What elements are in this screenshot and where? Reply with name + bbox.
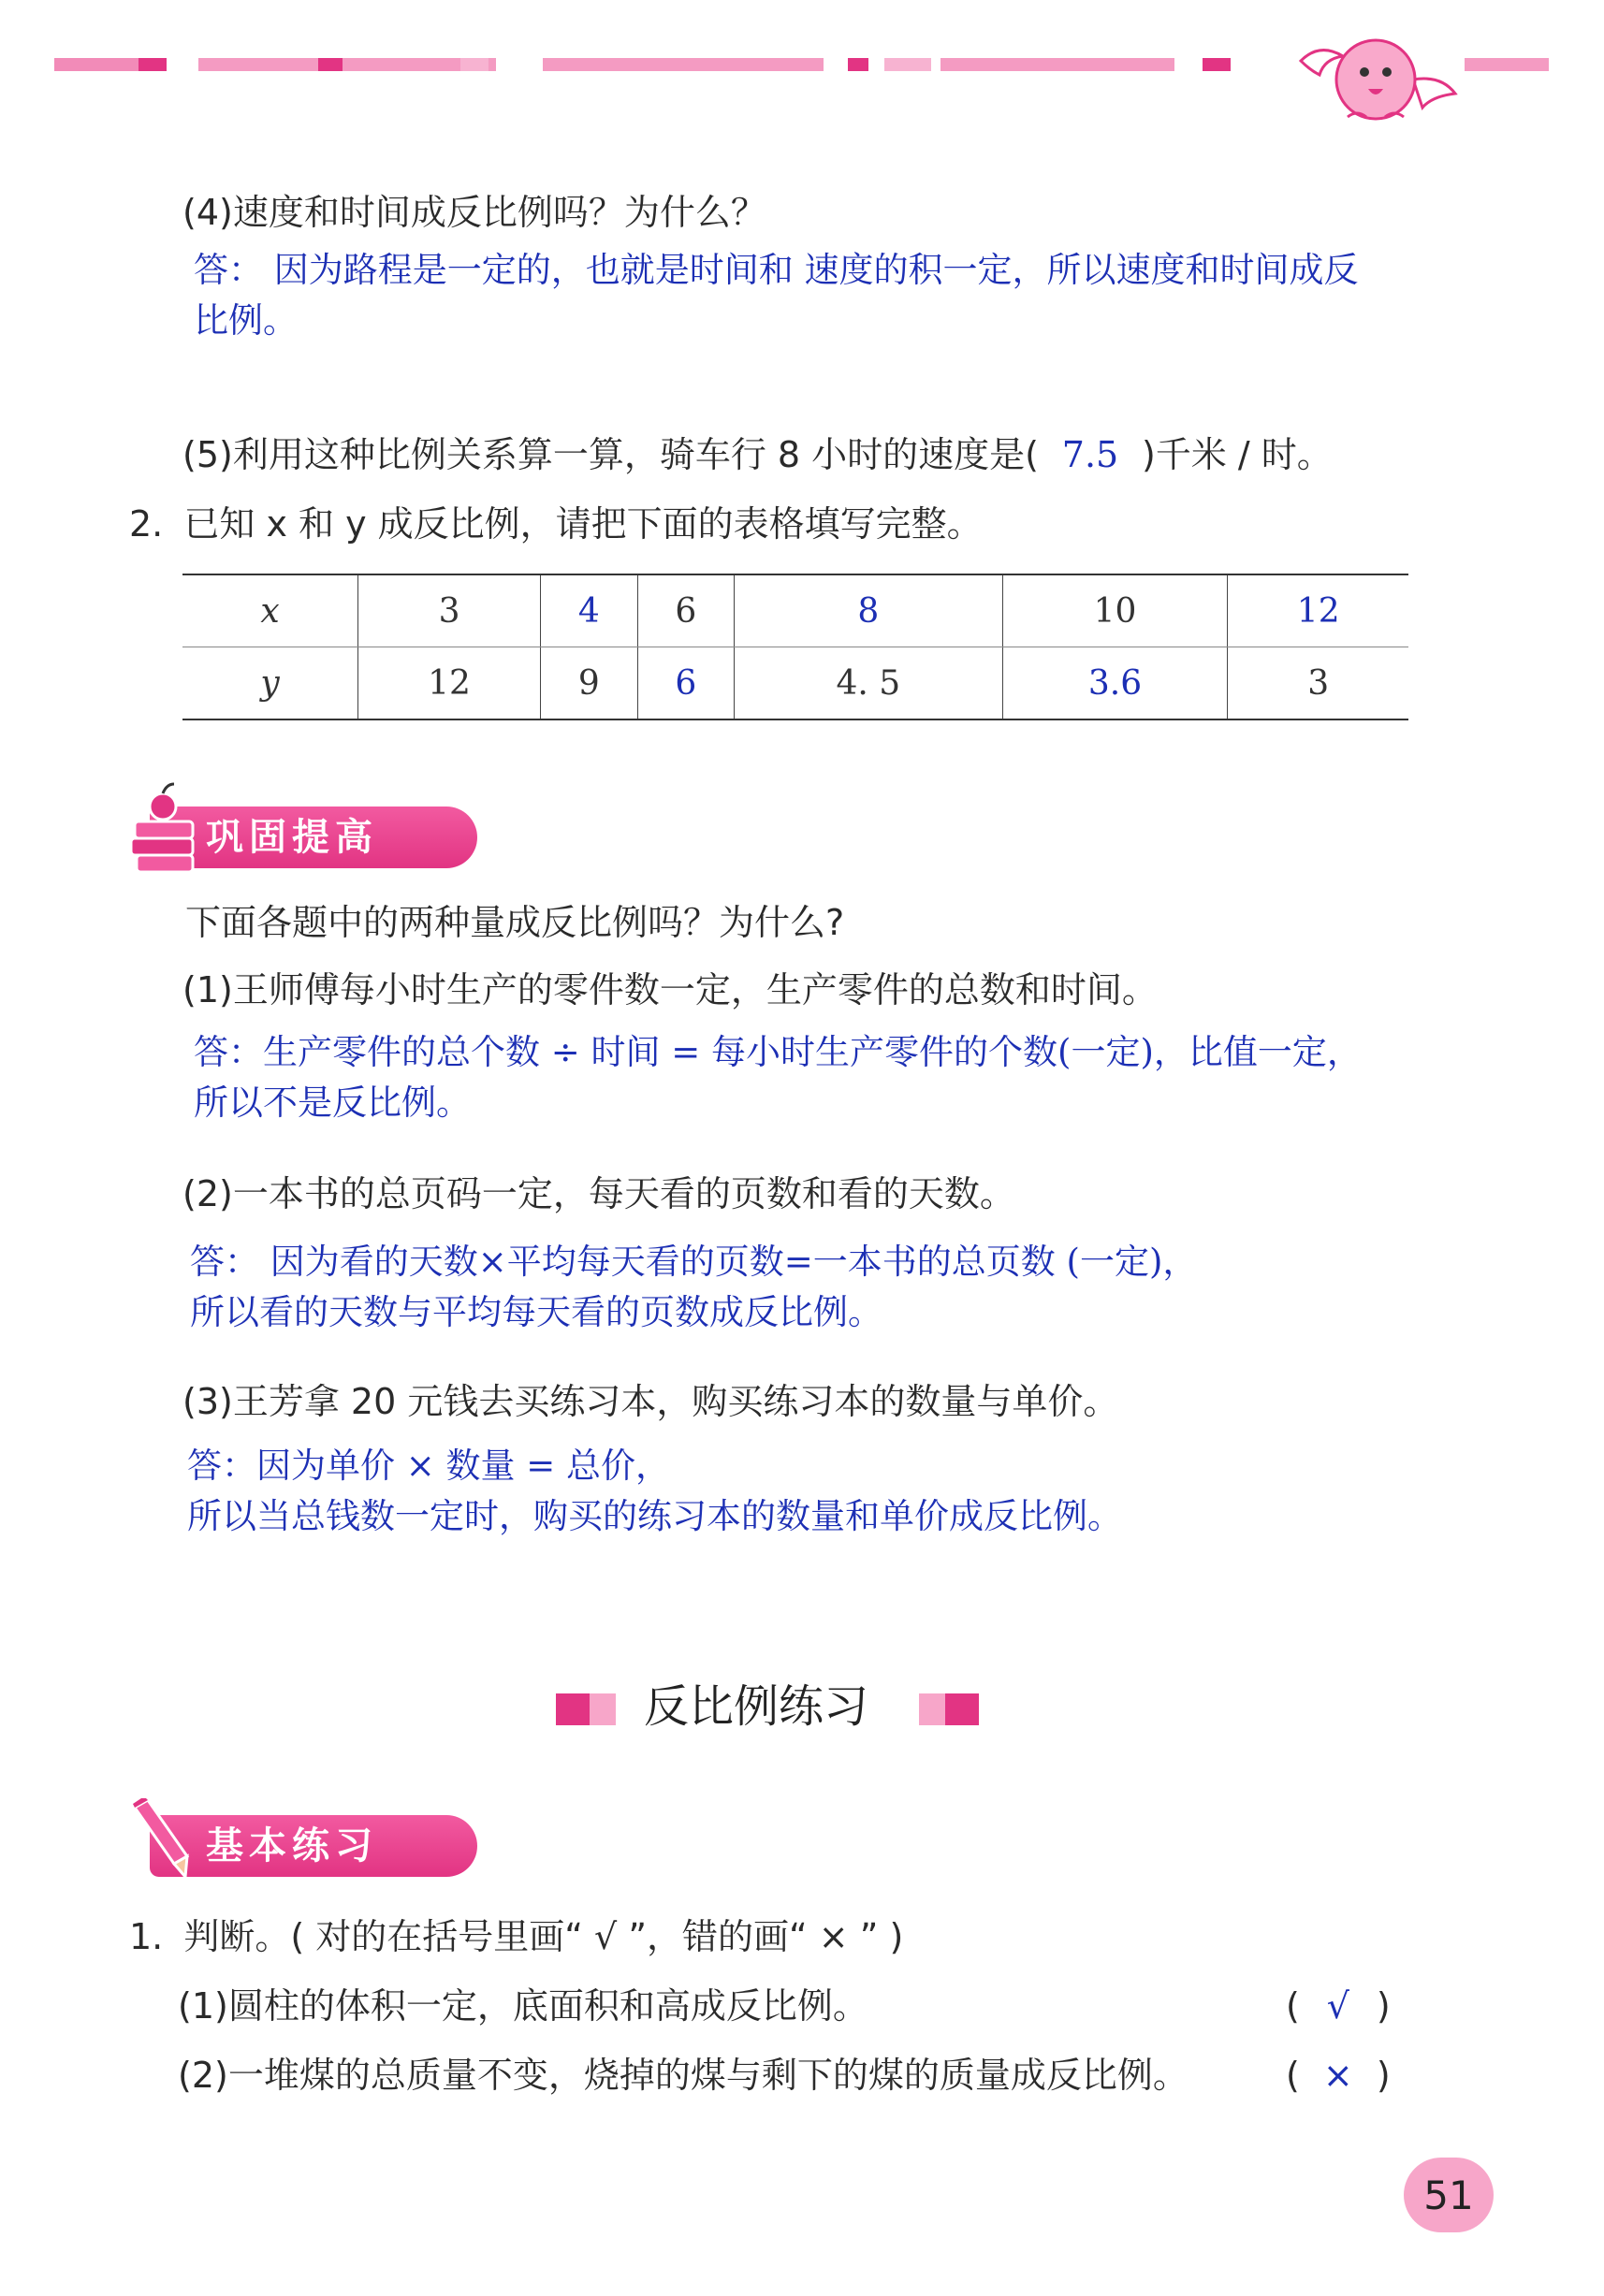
bird-mascot-icon bbox=[1291, 23, 1460, 136]
section-badge-label: 巩固提高 bbox=[206, 816, 378, 859]
table-cell: 3 bbox=[358, 574, 541, 647]
header-stripe bbox=[460, 58, 488, 71]
consolidate-question-2: (2)一本书的总页码一定，每天看的页数和看的天数。 bbox=[182, 1173, 1015, 1214]
table-row-x bbox=[182, 574, 1408, 647]
basic-question-1-text: 判断。( 对的在括号里画“ √ ”，错的画“ × ” ) bbox=[183, 1916, 904, 1957]
judge-item-2: (2)一堆煤的总质量不变，烧掉的煤与剩下的煤的质量成反比例。 bbox=[178, 2055, 1188, 2096]
lesson-title: 反比例练习 bbox=[644, 1680, 869, 1733]
table-cell-answer: 6 bbox=[637, 647, 735, 720]
header-stripe bbox=[318, 58, 343, 71]
answer-4-line2: 比例。 bbox=[194, 300, 298, 341]
consolidate-answer-3-line1: 答：因为单价 × 数量 = 总价， bbox=[187, 1446, 671, 1486]
header-stripe bbox=[941, 58, 1174, 71]
judge-mark-1: √ bbox=[1326, 1985, 1349, 2027]
pencil-icon bbox=[125, 1798, 200, 1892]
table-row-y bbox=[182, 647, 1408, 720]
answer-4-line1: 答： 因为路程是一定的，也就是时间和 速度的积一定，所以速度和时间成反 bbox=[194, 250, 1359, 290]
table-row-label: x bbox=[182, 574, 358, 647]
header-stripe bbox=[1465, 58, 1549, 71]
consolidate-answer-3-line2: 所以当总钱数一定时，购买的练习本的数量和单价成反比例。 bbox=[187, 1496, 1122, 1536]
basic-question-1-number: 1. bbox=[129, 1916, 164, 1957]
consolidate-answer-1-line2: 所以不是反比例。 bbox=[194, 1083, 471, 1123]
question-4: (4)速度和时间成反比例吗？为什么？ bbox=[182, 192, 766, 233]
consolidate-answer-2-line2: 所以看的天数与平均每天看的页数成反比例。 bbox=[190, 1292, 882, 1332]
table-cell-answer: 3.6 bbox=[1002, 647, 1228, 720]
table-cell: 12 bbox=[358, 647, 541, 720]
header-stripe bbox=[198, 58, 496, 71]
header-stripe bbox=[848, 58, 868, 71]
judge-item-1: (1)圆柱的体积一定，底面积和高成反比例。 bbox=[178, 1985, 868, 2027]
judge-mark-2: × bbox=[1322, 2055, 1353, 2096]
question-2-number: 2. bbox=[129, 503, 164, 545]
consolidate-answer-2-line1: 答： 因为看的天数×平均每天看的页数=一本书的总页数 (一定)， bbox=[190, 1242, 1198, 1282]
table-cell-answer: 8 bbox=[735, 574, 1003, 647]
question-2 bbox=[129, 501, 983, 546]
xy-table bbox=[182, 574, 1408, 720]
books-apple-icon bbox=[129, 773, 204, 876]
table-cell: 3 bbox=[1228, 647, 1408, 720]
header-stripe bbox=[884, 58, 931, 71]
table-cell: 9 bbox=[541, 647, 638, 720]
judge-answer-2: ( × ) bbox=[1286, 2055, 1391, 2096]
title-decoration bbox=[556, 1693, 590, 1725]
table-cell: 6 bbox=[637, 574, 735, 647]
question-5 bbox=[182, 432, 1333, 477]
consolidate-question-3: (3)王芳拿 20 元钱去买练习本，购买练习本的数量与单价。 bbox=[182, 1381, 1119, 1422]
consolidate-answer-1-line1: 答：生产零件的总个数 ÷ 时间 = 每小时生产零件的个数(一定)，比值一定， bbox=[194, 1032, 1362, 1072]
question-5-suffix: )千米 / 时。 bbox=[1142, 434, 1333, 475]
section-badge-label: 基本练习 bbox=[206, 1824, 378, 1867]
table-row-label: y bbox=[182, 647, 358, 720]
table-cell-answer: 12 bbox=[1228, 574, 1408, 647]
question-5-prefix: (5)利用这种比例关系算一算，骑车行 8 小时的速度是( bbox=[182, 434, 1039, 475]
title-decoration bbox=[945, 1693, 979, 1725]
table-cell: 10 bbox=[1002, 574, 1228, 647]
consolidate-question-1: (1)王师傅每小时生产的零件数一定，生产零件的总数和时间。 bbox=[182, 969, 1158, 1010]
question-5-answer: 7.5 bbox=[1061, 434, 1119, 475]
page-number: 51 bbox=[1423, 2172, 1474, 2218]
header-stripe bbox=[1203, 58, 1231, 71]
title-decoration bbox=[590, 1693, 616, 1725]
title-decoration bbox=[919, 1693, 945, 1725]
header-stripe bbox=[543, 58, 824, 71]
header-stripe bbox=[139, 58, 167, 71]
basic-question-1 bbox=[129, 1914, 903, 1959]
question-2-text: 已知 x 和 y 成反比例，请把下面的表格填写完整。 bbox=[183, 503, 983, 545]
table-cell-answer: 4 bbox=[541, 574, 638, 647]
judge-answer-1: ( √ ) bbox=[1286, 1985, 1391, 2027]
consolidate-intro: 下面各题中的两种量成反比例吗？为什么? bbox=[185, 902, 845, 943]
table-cell: 4. 5 bbox=[735, 647, 1003, 720]
